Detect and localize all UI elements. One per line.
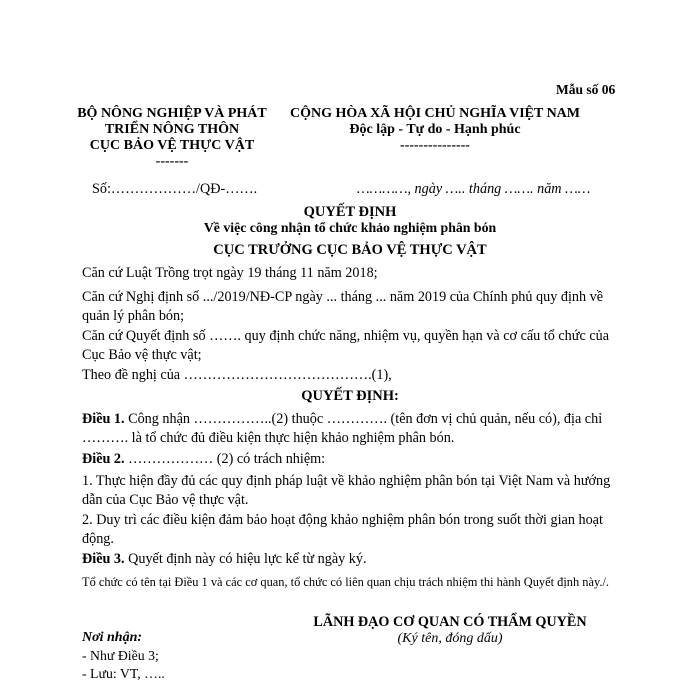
article-3 [82,550,622,569]
nation-header [260,106,610,154]
preamble-decree: Căn cứ Nghị định số .../2019/NĐ-CP ngày ... tháng ... năm 2019 của Chính phủ quy định về quản lý phân bón; [82,289,604,324]
article-2-text: ……………… (2) có trách nhiệm: [124,451,326,467]
article-1-text: Công nhận ……………..(2) thuộc …………. (tên đơn vị chủ quản, nếu có), địa chỉ ………. là tổ chức đủ điều kiện thực hiện khảo nghiệm phân bón. [82,411,603,446]
nation-line-2: Độc lập - Tự do - Hạnh phúc [349,122,521,137]
document-subject: Về việc công nhận tổ chức khảo nghiệm phân bón [203,220,497,235]
issuing-authority: CỤC TRƯỞNG CỤC BẢO VỆ THỰC VẬT [213,242,487,258]
signature-note: (Ký tên, đóng dấu) [397,631,503,646]
agency-line-1: BỘ NÔNG NGHIỆP VÀ PHÁT [77,106,267,121]
closing-note: Tổ chức có tên tại Điều 1 và các cơ quan, tổ chức có liên quan chịu trách nhiệm thi hành Quyết định này./. [82,575,610,589]
document-title: QUYẾT ĐỊNH [303,204,397,220]
article-2 [82,450,622,469]
recipients-heading: Nơi nhận: [82,630,143,645]
article-3-text: Quyết định này có hiệu lực kể từ ngày ký. [124,551,367,567]
document-date: …………, ngày ….. tháng ……. năm …… [357,181,591,197]
recipient-item-2: - Lưu: VT, ….. [82,666,165,681]
article-2-item-1: 1. Thực hiện đầy đủ các quy định pháp luật về khảo nghiệm phân bón tại Việt Nam và hướng dẫn của Cục Bảo vệ thực vật. [82,473,611,508]
decision-heading: QUYẾT ĐỊNH: [301,388,399,404]
preamble-law: Căn cứ Luật Trồng trọt ngày 19 tháng 11 năm 2018; [82,265,378,281]
document-number: Số:………………/QĐ-……. [92,181,258,197]
signature-title: LÃNH ĐẠO CƠ QUAN CÓ THẨM QUYỀN [313,614,587,630]
article-1-label: Điều 1. [82,411,125,427]
article-1 [82,410,622,448]
preamble-proposal: Theo đề nghị của ………………………………….(1), [82,367,392,383]
agency-line-2: TRIỂN NÔNG THÔN [104,122,240,137]
article-2-item-2: 2. Duy trì các điều kiện đảm bảo hoạt động khảo nghiệm phân bón trong suốt thời gian hoạt động. [82,512,603,547]
recipient-item-1: - Như Điều 3; [82,648,159,663]
article-3-label: Điều 3. [82,551,125,567]
agency-divider: ------- [155,154,189,169]
nation-line-1: CỘNG HÒA XÃ HỘI CHỦ NGHĨA VIỆT NAM [289,106,580,121]
article-2-label: Điều 2. [82,451,125,467]
preamble-decision: Căn cứ Quyết định số ……. quy định chức năng, nhiệm vụ, quyền hạn và cơ cấu tổ chức của Cục Bảo vệ thực vật; [82,328,610,363]
form-number: Mẫu số 06 [556,82,616,97]
agency-header [62,106,282,170]
agency-line-3: CỤC BẢO VỆ THỰC VẬT [89,138,255,153]
nation-divider: --------------- [400,138,470,153]
